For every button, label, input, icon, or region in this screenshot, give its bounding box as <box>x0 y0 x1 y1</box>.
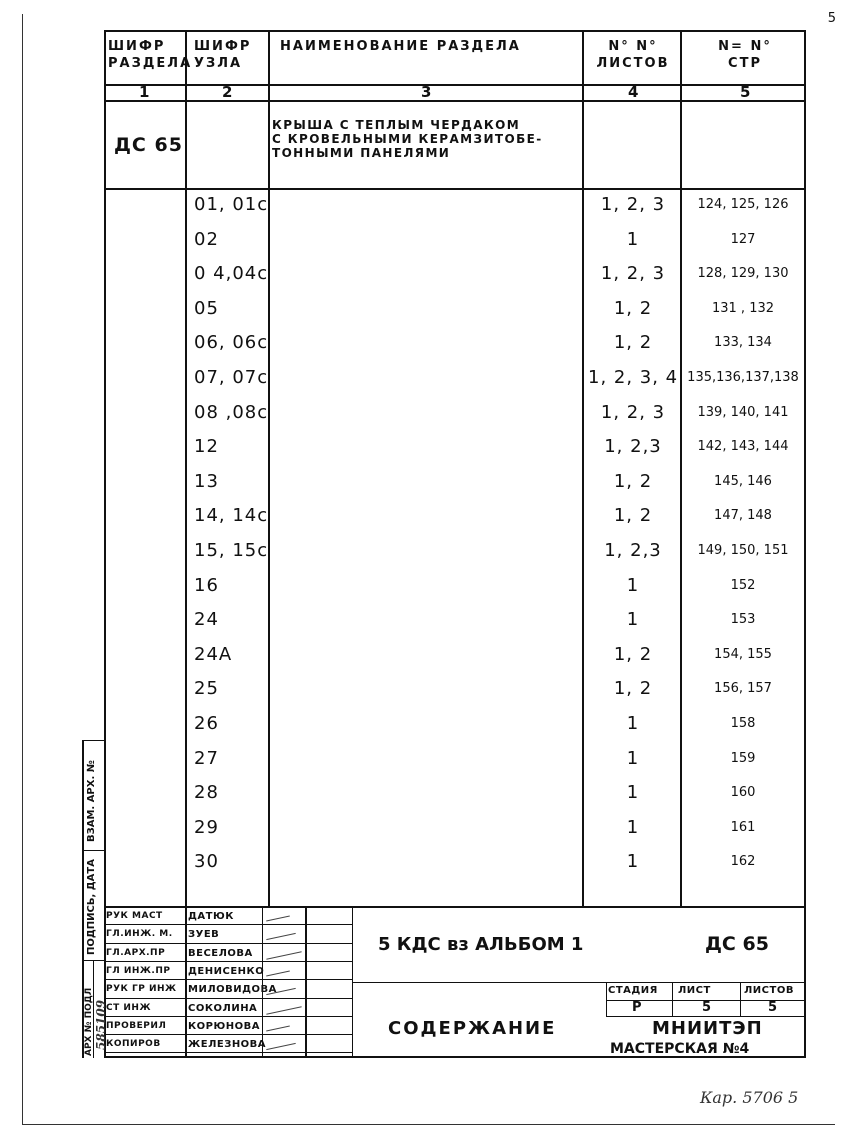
row-sheet-numbers: 1 <box>626 748 640 769</box>
row-sheet-numbers: 1, 2, 3 <box>600 402 666 423</box>
row-page-numbers: 127 <box>730 232 756 247</box>
row-sheet-numbers: 1, 2,3 <box>604 436 662 457</box>
row-node-code: 24 <box>194 609 219 630</box>
stamp-name: МИЛОВИДОВА <box>188 984 277 995</box>
row-page-numbers: 154, 155 <box>714 647 772 662</box>
stamp-role: СТ ИНЖ <box>106 1003 151 1013</box>
header-section-name: НАИМЕНОВАНИЕ РАЗДЕЛА <box>280 39 521 54</box>
row-sheet-numbers: 1, 2 <box>613 332 653 353</box>
row-sheet-numbers: 1, 2,3 <box>604 540 662 561</box>
row-page-numbers: 159 <box>730 751 756 766</box>
row-page-numbers: 161 <box>730 820 756 835</box>
stamp-name: КОРЮНОВА <box>188 1021 260 1032</box>
row-sheet-numbers: 1 <box>626 575 640 596</box>
stamp-name: ЗУЕВ <box>188 929 220 940</box>
row-node-code: 29 <box>194 817 219 838</box>
stamp-role: РУК ГР ИНЖ <box>106 984 177 994</box>
stamp-name: СОКОЛИНА <box>188 1003 258 1014</box>
stamp-role: ГЛ ИНЖ.ПР <box>106 966 171 976</box>
page-number: 5 <box>827 11 836 26</box>
row-sheet-numbers: 1, 2 <box>613 471 653 492</box>
row-sheet-numbers: 1 <box>626 229 640 250</box>
row-page-numbers: 156, 157 <box>714 681 772 696</box>
row-sheet-numbers: 1 <box>626 609 640 630</box>
sheet-value: 5 <box>702 1000 712 1015</box>
header-node-code: ШИФР УЗЛА <box>194 39 252 71</box>
archive-number: 585109 <box>94 999 108 1050</box>
header-page-numbers: N= N° СТР <box>718 39 772 71</box>
row-node-code: 30 <box>194 851 219 872</box>
side-label-replaced: ВЗАМ. АРХ. № <box>86 760 97 842</box>
row-node-code: 15, 15с <box>194 540 269 561</box>
album-label: 5 КДС вз АЛЬБОМ 1 <box>378 934 584 955</box>
sheet-label: ЛИСТ <box>678 985 711 996</box>
stamp-role: ГЛ.ИНЖ. М. <box>106 929 173 939</box>
section-title: КРЫША С ТЕПЛЫМ ЧЕРДАКОМ С КРОВЕЛЬНЫМИ КЕРАМЗИТОБЕ- ТОННЫМИ ПАНЕЛЯМИ <box>272 118 543 160</box>
header-sheet-numbers: N° N° ЛИСТОВ <box>596 39 670 71</box>
stamp-name: ЖЕЛЕЗНОВА <box>188 1039 267 1050</box>
row-node-code: 28 <box>194 782 219 803</box>
row-node-code: 24А <box>194 644 233 665</box>
row-node-code: 05 <box>194 298 219 319</box>
row-page-numbers: 152 <box>730 578 756 593</box>
row-sheet-numbers: 1 <box>626 851 640 872</box>
row-page-numbers: 139, 140, 141 <box>697 405 789 420</box>
organization: МНИИТЭП <box>652 1018 763 1039</box>
row-page-numbers: 145, 146 <box>714 474 772 489</box>
row-sheet-numbers: 1, 2, 3 <box>600 194 666 215</box>
stamp-name: ДАТЮК <box>188 911 234 922</box>
row-sheet-numbers: 1, 2 <box>613 505 653 526</box>
row-page-numbers: 128, 129, 130 <box>697 266 789 281</box>
stamp-role: ГЛ.АРХ.ПР <box>106 948 166 958</box>
sheets-value: 5 <box>768 1000 778 1015</box>
stamp-name: ВЕСЕЛОВА <box>188 948 253 959</box>
row-sheet-numbers: 1, 2, 3 <box>600 263 666 284</box>
column-number-2: 2 <box>222 83 233 101</box>
row-page-numbers: 131 , 132 <box>711 301 775 316</box>
row-sheet-numbers: 1 <box>626 817 640 838</box>
row-node-code: 01, 01с <box>194 194 269 215</box>
row-page-numbers: 142, 143, 144 <box>697 439 789 454</box>
stage-label: СТАДИЯ <box>608 985 658 996</box>
stamp-name: ДЕНИСЕНКО <box>188 966 265 977</box>
stage-value: Р <box>632 1000 642 1015</box>
row-page-numbers: 133, 134 <box>714 335 772 350</box>
side-label-signature-date: ПОДПИСЬ, ДАТА <box>86 859 97 955</box>
row-page-numbers: 162 <box>730 854 756 869</box>
row-page-numbers: 158 <box>730 716 756 731</box>
row-page-numbers: 147, 148 <box>714 508 772 523</box>
workshop: МАСТЕРСКАЯ №4 <box>610 1041 750 1057</box>
stamp-title: СОДЕРЖАНИЕ <box>388 1018 557 1039</box>
row-node-code: 14, 14с <box>194 505 269 526</box>
row-page-numbers: 135,136,137,138 <box>687 370 799 385</box>
stamp-role: ПРОВЕРИЛ <box>106 1021 167 1031</box>
row-page-numbers: 124, 125, 126 <box>697 197 789 212</box>
row-sheet-numbers: 1, 2 <box>613 644 653 665</box>
sheets-label: ЛИСТОВ <box>744 985 794 996</box>
row-page-numbers: 160 <box>730 785 756 800</box>
row-node-code: 16 <box>194 575 219 596</box>
row-node-code: 26 <box>194 713 219 734</box>
column-number-1: 1 <box>139 83 150 101</box>
row-node-code: 06, 06с <box>194 332 269 353</box>
column-number-5: 5 <box>740 83 751 101</box>
row-node-code: 08 ,08с <box>194 402 269 423</box>
column-number-4: 4 <box>628 83 639 101</box>
row-node-code: 0 4,04с <box>194 263 269 284</box>
column-number-3: 3 <box>421 83 432 101</box>
row-page-numbers: 153 <box>730 612 756 627</box>
section-code: ДС 65 <box>114 134 183 156</box>
stamp-role: КОПИРОВ <box>106 1039 161 1049</box>
header-section-code: ШИФР РАЗДЕЛА <box>108 39 193 71</box>
stamp-role: РУК МАСТ <box>106 911 163 921</box>
row-sheet-numbers: 1, 2 <box>613 298 653 319</box>
row-node-code: 12 <box>194 436 219 457</box>
footer-note: Кар. 5706 5 <box>700 1088 799 1107</box>
row-sheet-numbers: 1, 2, 3, 4 <box>588 367 679 388</box>
row-node-code: 25 <box>194 678 219 699</box>
row-page-numbers: 149, 150, 151 <box>697 543 789 558</box>
row-sheet-numbers: 1 <box>626 782 640 803</box>
row-node-code: 27 <box>194 748 219 769</box>
row-node-code: 13 <box>194 471 219 492</box>
row-sheet-numbers: 1 <box>626 713 640 734</box>
row-node-code: 07, 07с <box>194 367 269 388</box>
row-node-code: 02 <box>194 229 219 250</box>
side-label-original: АРХ № ПОДЛ <box>84 987 94 1056</box>
row-sheet-numbers: 1, 2 <box>613 678 653 699</box>
stamp-code: ДС 65 <box>705 933 769 955</box>
